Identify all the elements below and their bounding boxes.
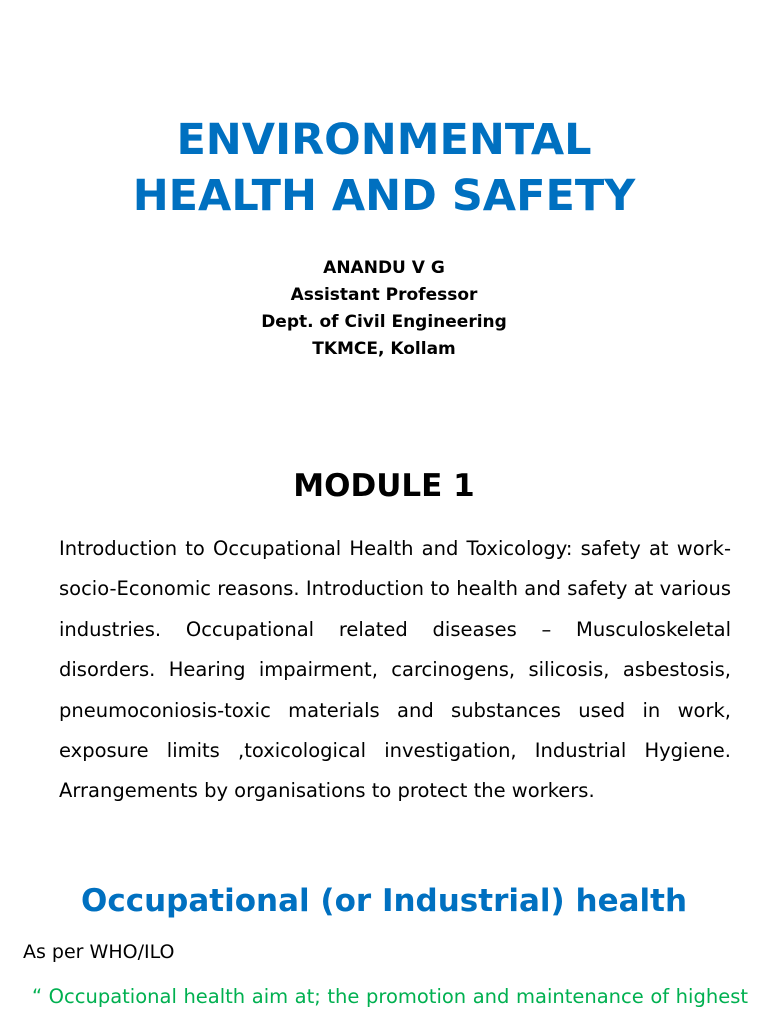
source-note: As per WHO/ILO [23,941,175,963]
author-designation: Assistant Professor [290,285,478,305]
definition-quote: “ Occupational health aim at; the promotion and maintenance of highest [32,985,748,1008]
title-line-1: ENVIRONMENTAL [176,115,592,165]
author-name: ANANDU V G [323,258,445,278]
title-line-2: HEALTH AND SAFETY [132,171,636,221]
author-institution: TKMCE, Kollam [312,339,456,359]
author-block [0,255,768,363]
document-title [0,112,768,224]
section-heading: Occupational (or Industrial) health [80,883,688,919]
author-department: Dept. of Civil Engineering [261,312,507,332]
module-heading: MODULE 1 [293,468,475,504]
module-syllabus: Introduction to Occupational Health and Toxicology: safety at work-socio-Economic reasons. Introduction to health and safety at various industries. Occupational related diseases – Musculoskeletal disorders. Hearing impairment, carcinogens, silicosis, asbestosis, pneumoconiosis-toxic materials and substances used in work, exposure limits ,toxicological investigation, Industrial Hygiene. Arrangements by organisations to protect the workers. [59,537,731,803]
